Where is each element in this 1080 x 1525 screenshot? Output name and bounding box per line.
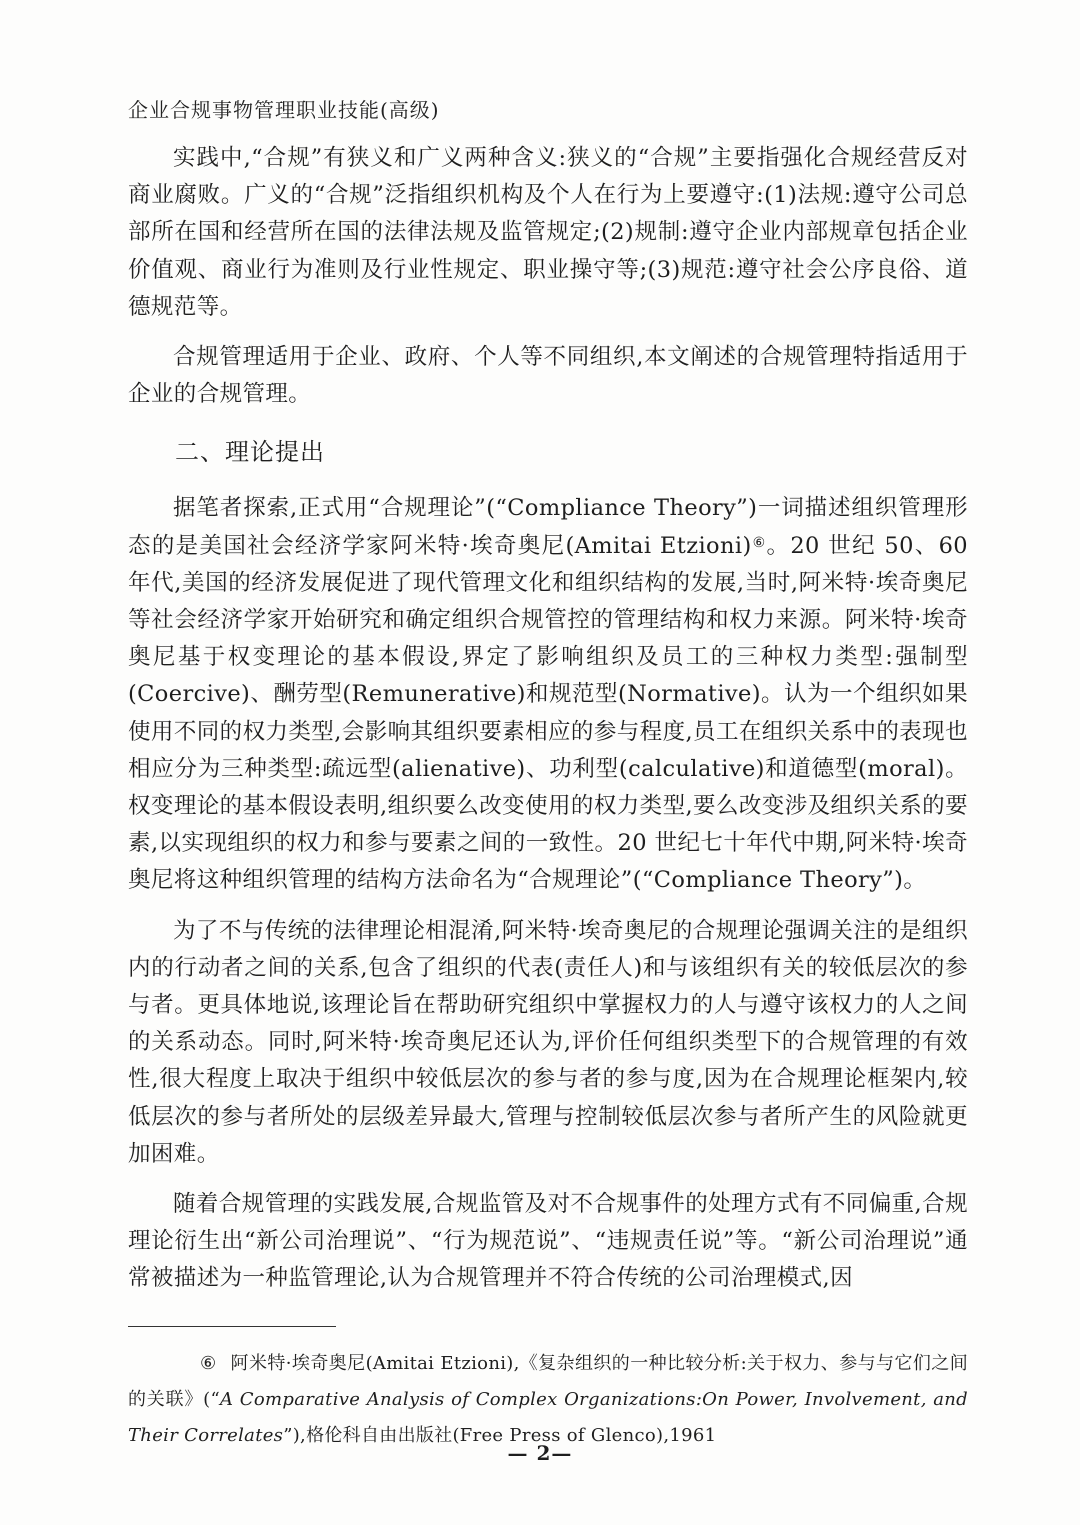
running-head: 企业合规事物管理职业技能(高级)	[128, 98, 440, 122]
paragraph-theory-focus: 为了不与传统的法律理论相混淆,阿米特·埃奇奥尼的合规理论强调关注的是组织内的行动者之间的关系,包含了组织的代表(责任人)和与该组织有关的较低层次的参与者。更具体地说,该理论旨在帮助研究组织中掌握权力的人与遵守该权力的人之间的关系动态。同时,阿米特·埃奇奥尼还认为,评价任何组织类型下的合规管理的有效性,很大程度上取决于组织中较低层次的参与者的参与度,因为在合规理论框架内,较低层次的参与者所处的层级差异最大,管理与控制较低层次参与者所产生的风险就更加困难。	[128, 917, 968, 1167]
footnote-mark: ⑥	[200, 1353, 217, 1374]
paragraph-theory-origin	[128, 490, 968, 899]
paragraph-theory-origin-part-a: 据笔者探索,正式用“合规理论”(“Compliance Theory”)一词描述组织管理形态的是美国社会经济学家阿米特·埃奇奥尼(Amitai Etzioni)	[128, 495, 968, 559]
section-heading: 二、理论提出	[175, 438, 325, 467]
page-number: — 2—	[507, 1441, 573, 1465]
footnote	[128, 1346, 968, 1454]
body-text	[128, 140, 968, 1298]
paragraph-theory-branches: 随着合规管理的实践发展,合规监管及对不合规事件的处理方式有不同偏重,合规理论衍生出“新公司治理说”、“行为规范说”、“违规责任说”等。“新公司治理说”通常被描述为一种监管理论,认为合规管理并不符合传统的公司治理模式,因	[128, 1191, 968, 1292]
paragraph-definition: 实践中,“合规”有狭义和广义两种含义:狭义的“合规”主要指强化合规经营反对商业腐败。广义的“合规”泛指组织机构及个人在行为上要遵守:(1)法规:遵守公司总部所在国和经营所在国的法律法规及监管规定;(2)规制:遵守企业内部规章包括企业价值观、商业行为准则及行业性规定、职业操守等;(3)规范:遵守社会公序良俗、道德规范等。	[128, 145, 968, 320]
paragraph-theory-origin-part-b: 。20 世纪 50、60 年代,美国的经济发展促进了现代管理文化和组织结构的发展,当时,阿米特·埃奇奥尼等社会经济学家开始研究和确定组织合规管控的管理结构和权力来源。阿米特·埃奇奥尼基于权变理论的基本假设,界定了影响组织及员工的三种权力类型:强制型(Coercive)、酬劳型(Remunerative)和规范型(Normative)。认为一个组织如果使用不同的权力类型,会影响其组织要素相应的参与程度,员工在组织关系中的表现也相应分为三种类型:疏远型(alienative)、功利型(calculative)和道德型(moral)。权变理论的基本假设表明,组织要么改变使用的权力类型,要么改变涉及组织关系的要素,以实现组织的权力和参与要素之间的一致性。20 世纪七十年代中期,阿米特·埃奇奥尼将这种组织管理的结构方法命名为“合规理论”(“Compliance Theory”)。	[128, 532, 969, 894]
paragraph-scope: 合规管理适用于企业、政府、个人等不同组织,本文阐述的合规管理特指适用于企业的合规管理。	[128, 344, 968, 408]
footnote-text-a: 阿米特·埃奇奥尼(Amitai Etzioni),《复杂组织的一种比较分析:关于权力、参与与它们之间的关联》(“	[128, 1353, 968, 1410]
footnote-reference[interactable]: ⑥	[751, 534, 767, 551]
footnote-english-title: A Comparative Analysis of Complex Organizations:On Power, Involvement, and Their Correlates	[128, 1389, 968, 1446]
footnote-text-b: ”),格伦科自由出版社(Free Press of Glenco),1961	[283, 1425, 717, 1446]
footnote-divider	[128, 1326, 336, 1327]
